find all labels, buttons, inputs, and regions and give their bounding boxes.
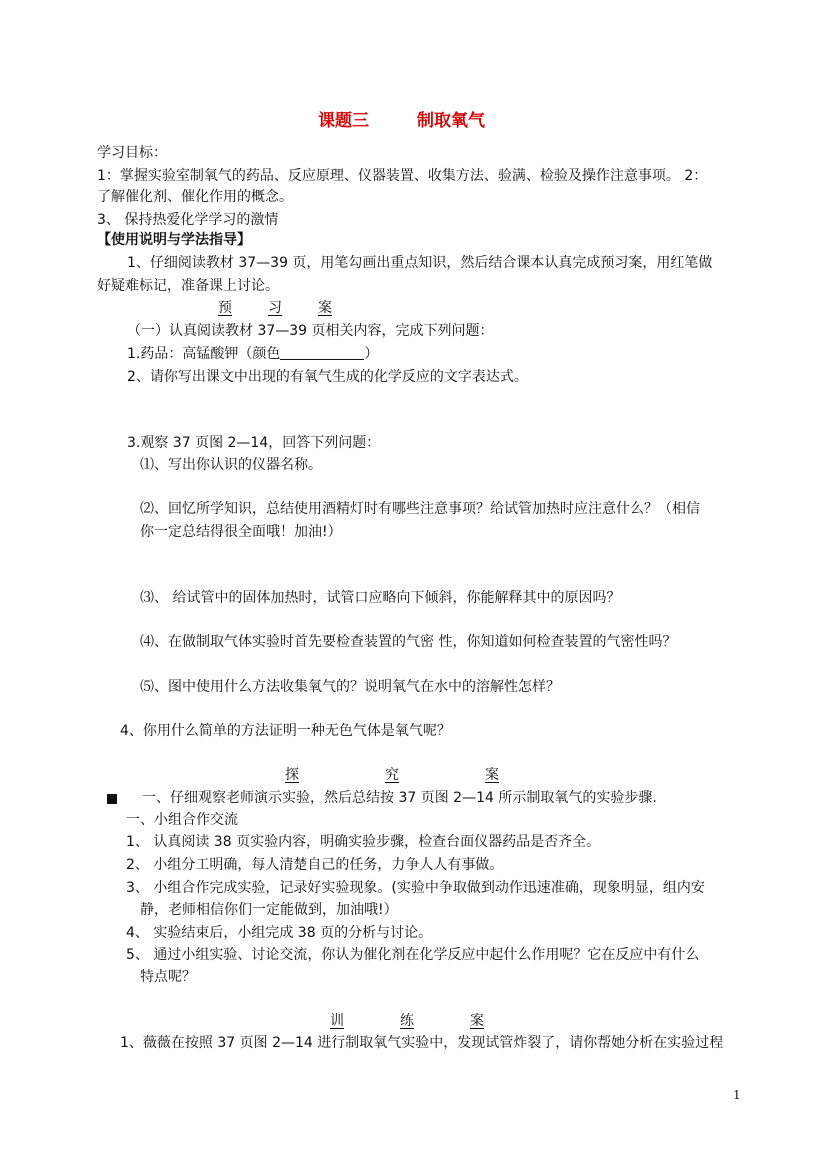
goals-heading: 学习目标： (97, 145, 167, 161)
guide-heading: 【使用说明与学法指导】 (97, 232, 251, 248)
page-number: 1 (733, 1088, 741, 1102)
preview-q3-2b: 你一定总结得很全面哦！加油!） (140, 524, 342, 540)
preview-q3-2a: ⑵、回忆所学知识，总结使用酒精灯时有哪些注意事项？给试管加热时应注意什么？（相信 (140, 501, 700, 517)
preview-intro: （一）认真阅读教材 37—39 页相关内容，完成下列问题： (127, 323, 494, 339)
preview-q3-1: ⑴、写出你认识的仪器名称。 (140, 457, 322, 473)
preview-q4: 4、你用什么简单的方法证明一种无色气体是氧气呢？ (120, 723, 451, 739)
explore-heading (285, 765, 499, 785)
explore-heading-char-1: 探 (285, 767, 299, 783)
title-part1: 课题三 (318, 111, 369, 131)
explore-step-5a: 5、 通过小组实验、讨论交流，你认为催化剂在化学反应中起什么作用呢？它在反应中有什么 (126, 947, 700, 963)
explore-step-3a: 3、 小组合作完成实验，记录好实验现象。(实验中争取做到动作迅速准确，现象明显，组内安 (126, 880, 705, 896)
preview-q2: 2、请你写出课文中出现的有氧气生成的化学反应的文字表达式。 (127, 369, 528, 385)
explore-sub-heading: 一、小组合作交流 (126, 812, 238, 828)
explore-step-3b: 静，老师相信你们一定能做到，加油哦!） (140, 902, 398, 918)
training-heading-char-3: 案 (470, 1013, 484, 1029)
preview-q3: 3.观察 37 页图 2—14，回答下列问题： (127, 435, 381, 451)
explore-step-1: 1、 认真阅读 38 页实验内容，明确实验步骤，检查台面仪器药品是否齐全。 (126, 834, 601, 850)
preview-q3-3: ⑶、 给试管中的固体加热时，试管口应略向下倾斜，你能解释其中的原因吗？ (140, 590, 621, 606)
preview-q1 (127, 344, 378, 364)
explore-item-1: 一、仔细观察老师演示实验，然后总结按 37 页图 2—14 所示制取氧气的实验步骤. (142, 790, 657, 806)
goals-line-2: 了解催化剂、催化作用的概念。 (97, 189, 293, 205)
explore-step-2: 2、 小组分工明确，每人清楚自己的任务，力争人人有事做。 (126, 857, 504, 873)
preview-heading (218, 298, 332, 318)
explore-heading-char-3: 案 (485, 767, 499, 783)
preview-q3-4: ⑷、在做制取气体实验时首先要检查装置的气密 性，你知道如何检查装置的气密性吗？ (140, 634, 677, 650)
training-heading-char-2: 练 (400, 1013, 414, 1029)
preview-heading-char-2: 习 (268, 300, 282, 316)
page-title (318, 111, 485, 131)
explore-step-5b: 特点呢？ (140, 969, 196, 985)
goals-line-1: 1：掌握实验室制氧气的药品、反应原理、仪器装置、收集方法、验满、检验及操作注意事项。 2： (97, 168, 708, 184)
explore-step-4: 4、 实验结束后，小组完成 38 页的分析与讨论。 (126, 925, 433, 941)
preview-q1-close: ） (364, 346, 379, 362)
preview-q1-text: 1.药品：高锰酸钾（颜色 (127, 346, 281, 362)
guide-line-2: 好疑难标记，准备课上讨论。 (97, 278, 279, 294)
guide-line-1: 1、仔细阅读教材 37—39 页，用笔勾画出重点知识，然后结合课本认真完成预习案，用红笔做 (127, 255, 713, 271)
square-bullet-icon (107, 794, 117, 804)
training-heading-char-1: 训 (330, 1013, 344, 1029)
goals-line-3: 3、 保持热爱化学学习的激情 (97, 212, 279, 228)
explore-heading-char-2: 究 (385, 767, 399, 783)
title-part2: 制取氧气 (417, 111, 485, 131)
training-heading (330, 1011, 484, 1031)
preview-q3-5: ⑸、图中使用什么方法收集氧气的？说明氧气在水中的溶解性怎样？ (140, 679, 560, 695)
color-answer-blank[interactable] (280, 345, 364, 360)
training-q1: 1、薇薇在按照 37 页图 2—14 进行制取氧气实验中，发现试管炸裂了，请你帮她分析在实验过程 (120, 1035, 724, 1051)
preview-heading-char-1: 预 (218, 300, 232, 316)
preview-heading-char-3: 案 (318, 300, 332, 316)
